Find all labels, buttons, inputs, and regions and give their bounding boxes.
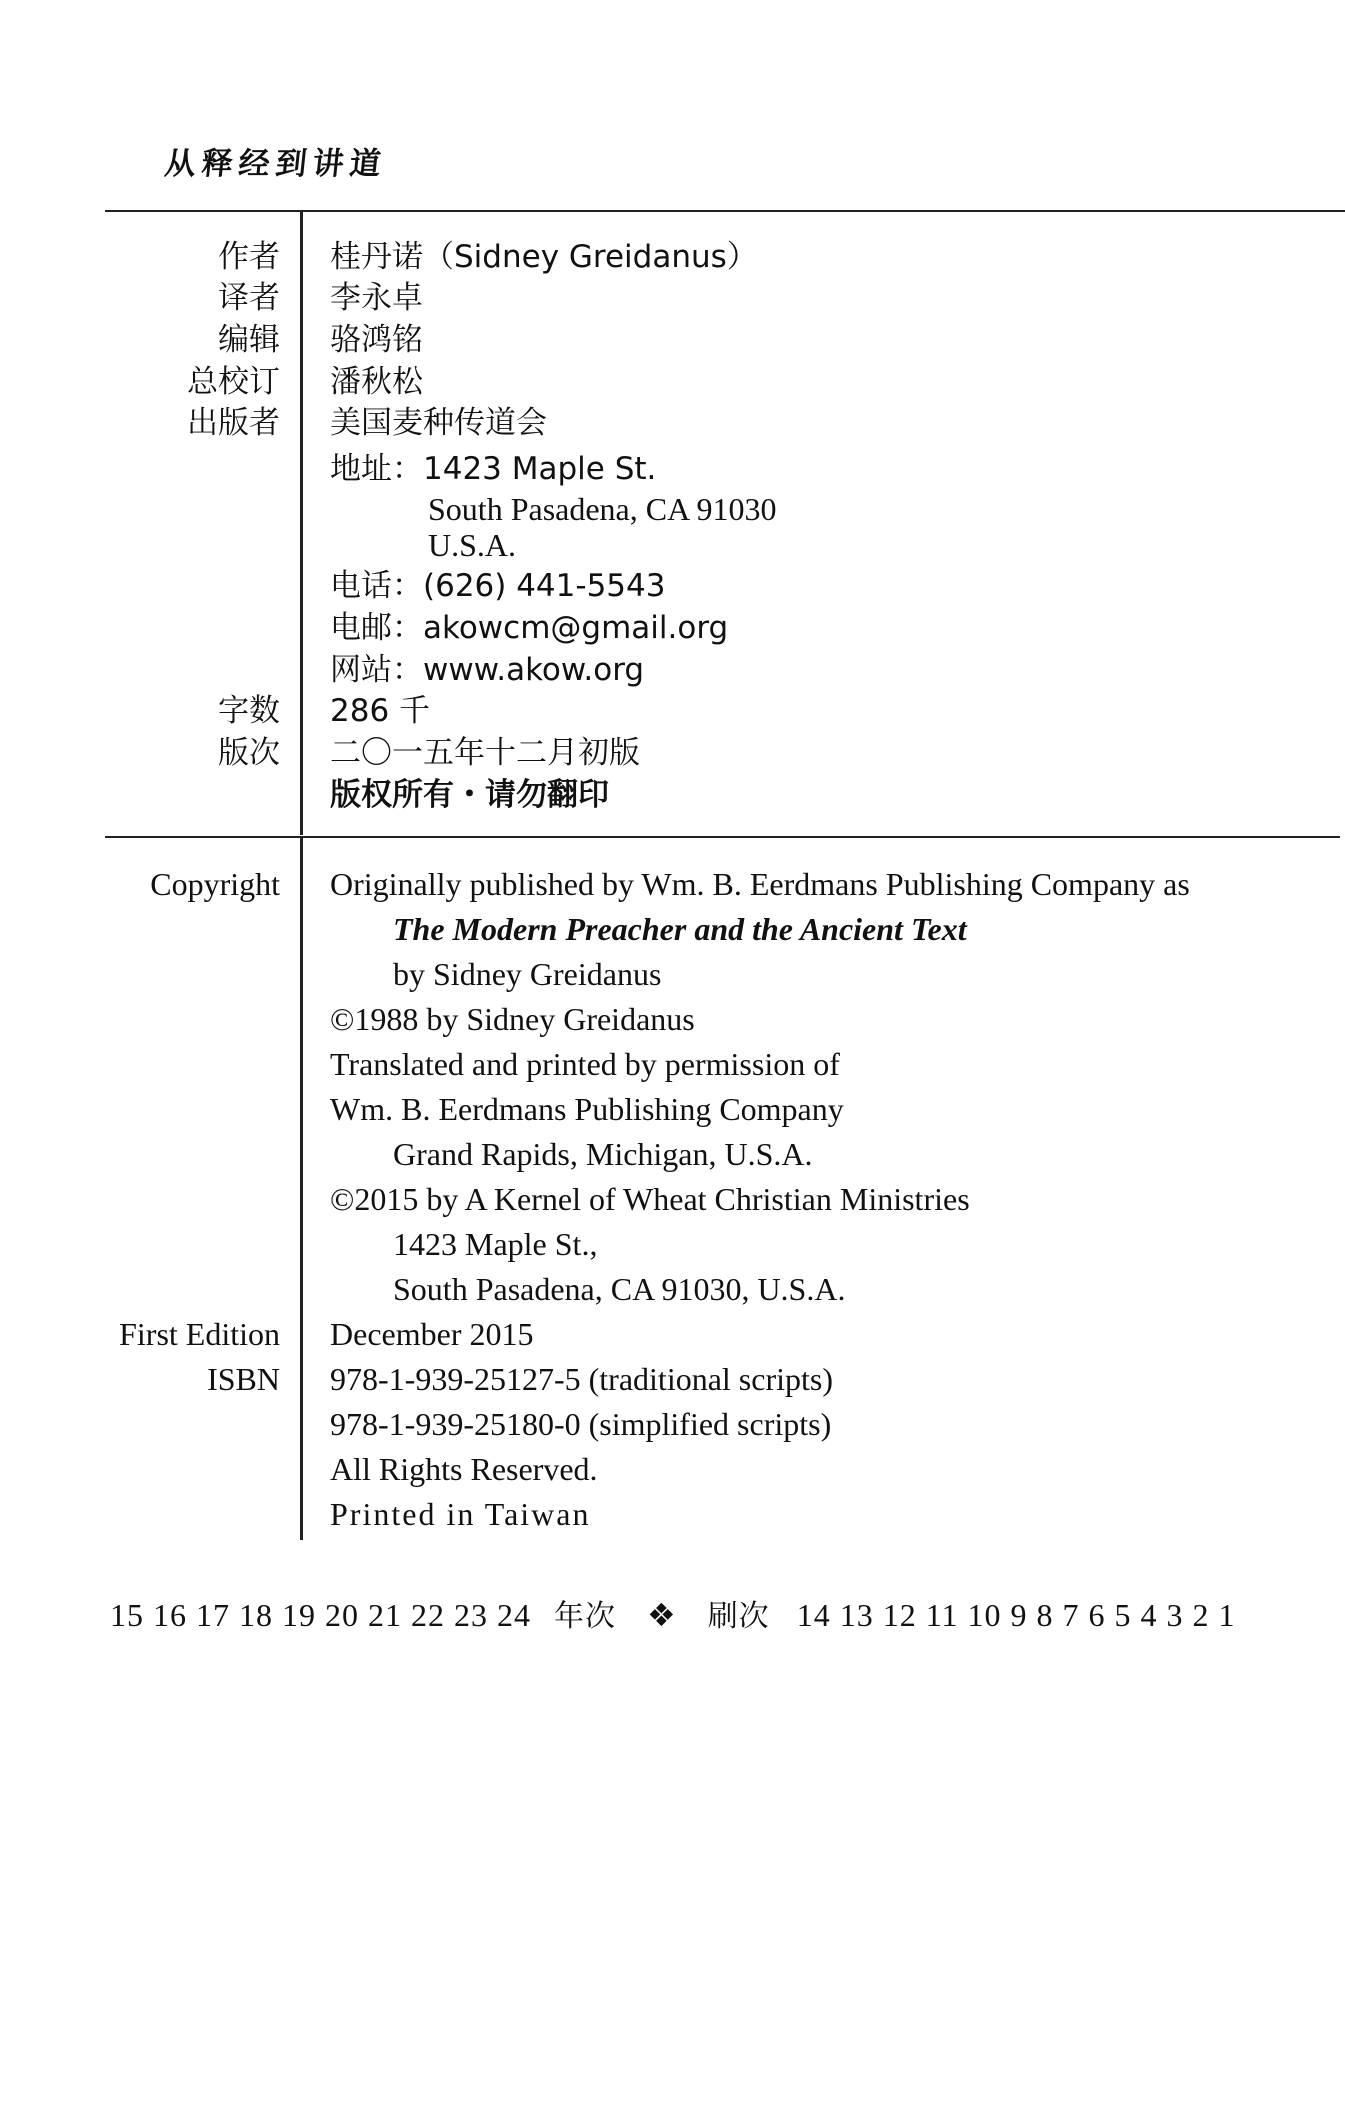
copyright-line-1: Originally published by Wm. B. Eerdmans Publishing Company as (330, 866, 1190, 902)
middle-rule (105, 836, 1340, 838)
address-line-2: South Pasadena, CA 91030 (428, 491, 777, 527)
book-title: The Modern Preacher and the Ancient Text (393, 911, 967, 947)
copyright-line-4: ©1988 by Sidney Greidanus (330, 1001, 695, 1037)
editor-label: 编辑 (218, 322, 280, 358)
copyright-line-7: Grand Rapids, Michigan, U.S.A. (393, 1136, 813, 1172)
copyright-label: Copyright (150, 866, 280, 902)
email-line: 电邮：akowcm@gmail.org (330, 610, 729, 646)
year-label: 年次 (554, 1599, 616, 1634)
phone-line: 电话：(626) 441-5543 (330, 568, 666, 604)
page-title: 从释经到讲道 (162, 146, 389, 182)
all-rights-reserved: All Rights Reserved. (330, 1451, 598, 1487)
print-label: 刷次 (707, 1599, 770, 1634)
year-numbers: 15 16 17 18 19 20 21 22 23 24 (110, 1597, 531, 1633)
upper-column-divider (300, 212, 303, 835)
cn-rights-line: 版权所有・请勿翻印 (330, 777, 609, 813)
edition-value: 二〇一五年十二月初版 (330, 735, 640, 771)
isbn-traditional: 978-1-939-25127-5 (traditional scripts) (330, 1361, 833, 1397)
isbn-label: ISBN (207, 1361, 280, 1397)
proofreader-value: 潘秋松 (330, 364, 423, 400)
first-edition-label: First Edition (119, 1316, 280, 1352)
first-edition-value: December 2015 (330, 1316, 534, 1352)
publisher-value: 美国麦种传道会 (330, 405, 547, 441)
print-numbers: 14 13 12 11 10 9 8 7 6 5 4 3 2 1 (796, 1597, 1236, 1633)
editor-value: 骆鸿铭 (330, 322, 423, 358)
address-line-3: U.S.A. (428, 527, 517, 563)
publisher-label: 出版者 (187, 405, 280, 441)
translator-value: 李永卓 (330, 280, 423, 316)
diamond-icon: ❖ (647, 1596, 677, 1634)
lower-column-divider (300, 838, 303, 1540)
edition-label: 版次 (218, 735, 280, 771)
copyright-line-3: by Sidney Greidanus (393, 956, 662, 992)
wordcount-label: 字数 (218, 693, 280, 729)
website-line: 网站：www.akow.org (330, 652, 645, 688)
copyright-line-9: 1423 Maple St., (393, 1226, 598, 1262)
author-label: 作者 (218, 239, 280, 275)
printing-sequence (110, 1595, 1236, 1637)
wordcount-value: 286 千 (330, 693, 431, 729)
translator-label: 译者 (218, 280, 280, 316)
copyright-line-10: South Pasadena, CA 91030, U.S.A. (393, 1271, 846, 1307)
copyright-line-8: ©2015 by A Kernel of Wheat Christian Ministries (330, 1181, 970, 1217)
copyright-line-5: Translated and printed by permission of (330, 1046, 840, 1082)
author-value: 桂丹诺（Sidney Greidanus） (330, 239, 758, 275)
address-line-1: 地址：1423 Maple St. (330, 451, 657, 487)
isbn-simplified: 978-1-939-25180-0 (simplified scripts) (330, 1406, 832, 1442)
proofreader-label: 总校订 (187, 364, 280, 400)
top-rule (105, 210, 1345, 212)
printed-in-taiwan: Printed in Taiwan (330, 1496, 591, 1532)
copyright-line-6: Wm. B. Eerdmans Publishing Company (330, 1091, 844, 1127)
